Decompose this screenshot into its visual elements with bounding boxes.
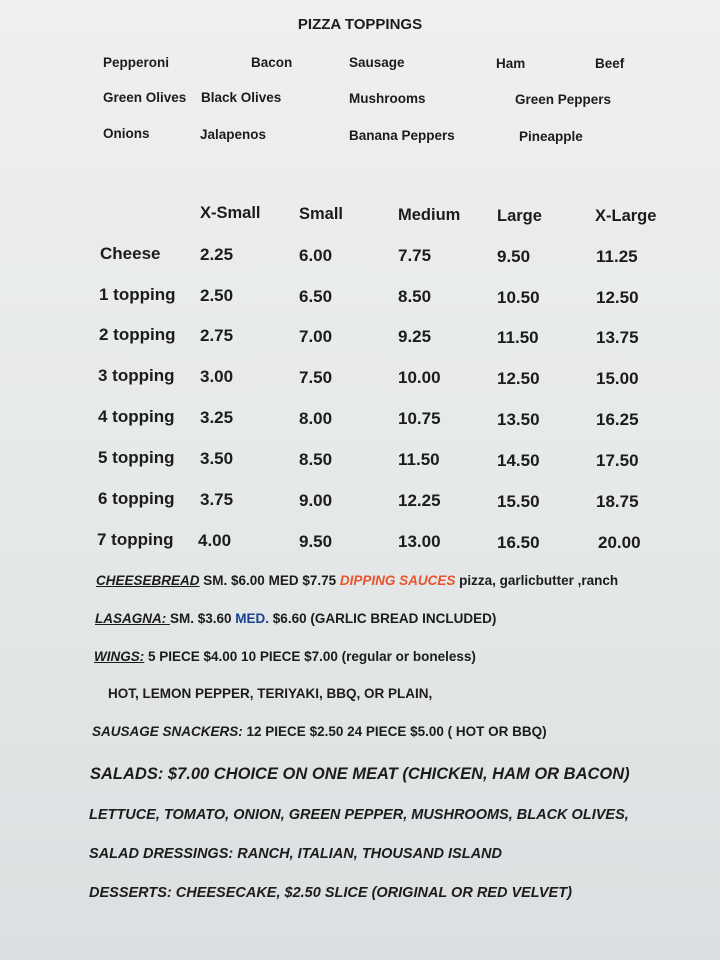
price-cell: 8.00 (299, 409, 333, 428)
topping-item: Pepperoni (103, 55, 170, 70)
cheesebread-prices: SM. $6.00 MED $7.75 (199, 573, 340, 588)
size-header: X-Large (595, 207, 657, 225)
price-cell: 12.25 (398, 491, 441, 510)
size-header: X-Small (200, 204, 261, 222)
price-cell: 2.75 (200, 326, 234, 345)
price-cell: 8.50 (398, 287, 432, 306)
price-cell: 3.75 (200, 490, 234, 509)
price-cell: 3.50 (200, 449, 234, 468)
lasagna-prices-med: $6.60 (GARLIC BREAD INCLUDED) (269, 611, 497, 626)
price-cell: 2.25 (200, 245, 234, 264)
price-cell: 3.00 (200, 367, 234, 386)
row-label: 7 topping (97, 530, 174, 549)
price-cell: 12.50 (596, 288, 639, 307)
salad-dressings: SALAD DRESSINGS: RANCH, ITALIAN, THOUSAND ISLAND (89, 846, 502, 862)
wings-prices: 5 PIECE $4.00 10 PIECE $7.00 (regular or boneless) (144, 649, 476, 664)
dipping-sauces-label: DIPPING SAUCES (339, 573, 456, 588)
row-label: 3 topping (98, 366, 175, 385)
row-label: 2 topping (99, 325, 176, 344)
topping-item: Bacon (251, 55, 293, 70)
menu-title: PIZZA TOPPINGS (297, 16, 423, 33)
price-cell: 2.50 (200, 286, 234, 305)
price-cell: 4.00 (198, 531, 232, 550)
price-cell: 9.00 (299, 491, 333, 510)
price-cell: 9.50 (299, 532, 333, 551)
price-cell: 10.00 (398, 368, 441, 387)
price-cell: 16.25 (596, 410, 639, 429)
price-cell: 20.00 (598, 533, 641, 552)
cheesebread-line (96, 573, 618, 588)
price-cell: 18.75 (596, 492, 639, 511)
size-header: Medium (398, 206, 461, 224)
price-cell: 3.25 (200, 408, 234, 427)
lasagna-prices: SM. $3.60 (170, 611, 236, 626)
price-cell: 9.25 (398, 327, 432, 346)
size-header: Small (299, 205, 344, 223)
topping-item: Black Olives (201, 90, 282, 105)
cheesebread-label: CHEESEBREAD (96, 573, 200, 588)
price-cell: 13.75 (596, 328, 639, 347)
price-cell: 13.00 (398, 532, 441, 551)
desserts-line: DESSERTS: CHEESECAKE, $2.50 SLICE (ORIGINAL OR RED VELVET) (89, 885, 572, 901)
snackers-line (92, 724, 547, 739)
price-cell: 10.75 (398, 409, 441, 428)
price-cell: 6.00 (299, 246, 333, 265)
price-cell: 7.50 (299, 368, 333, 387)
price-cell: 7.75 (398, 246, 432, 265)
price-cell: 8.50 (299, 450, 333, 469)
topping-item: Banana Peppers (349, 128, 455, 143)
row-label: 5 topping (98, 448, 175, 467)
price-cell: 6.50 (299, 287, 333, 306)
salads-line: SALADS: $7.00 CHOICE ON ONE MEAT (CHICKEN, HAM OR BACON) (90, 765, 630, 783)
wings-line (94, 649, 476, 664)
price-cell: 16.50 (497, 533, 540, 552)
price-cell: 15.50 (497, 492, 540, 511)
row-label: 6 topping (98, 489, 175, 508)
price-cell: 15.00 (596, 369, 639, 388)
topping-item: Sausage (349, 55, 405, 70)
topping-item: Green Peppers (515, 92, 612, 107)
price-cell: 11.50 (497, 328, 539, 347)
lasagna-label: LASAGNA: (95, 611, 170, 626)
topping-item: Mushrooms (349, 91, 426, 106)
topping-item: Jalapenos (200, 127, 267, 142)
lasagna-line (95, 611, 496, 626)
topping-item: Pineapple (519, 129, 583, 144)
price-cell: 17.50 (596, 451, 639, 470)
snackers-label: SAUSAGE SNACKERS: (92, 724, 243, 739)
price-cell: 7.00 (299, 327, 333, 346)
snackers-text: 12 PIECE $2.50 24 PIECE $5.00 ( HOT OR BBQ) (242, 724, 547, 739)
row-label: 4 topping (98, 407, 175, 426)
lasagna-med: MED. (235, 611, 270, 626)
size-header: Large (497, 207, 542, 225)
topping-item: Ham (496, 56, 526, 71)
topping-item: Onions (103, 126, 150, 141)
price-cell: 13.50 (497, 410, 540, 429)
price-cell: 11.50 (398, 450, 440, 469)
price-cell: 9.50 (497, 247, 531, 266)
dipping-sauces-list: pizza, garlicbutter ,ranch (455, 573, 619, 588)
topping-item: Green Olives (103, 90, 187, 105)
wings-label: WINGS: (94, 649, 145, 664)
price-cell: 12.50 (497, 369, 540, 388)
price-cell: 14.50 (497, 451, 540, 470)
row-label: Cheese (100, 244, 161, 263)
wings-flavors: HOT, LEMON PEPPER, TERIYAKI, BBQ, OR PLAIN, (108, 686, 433, 701)
row-label: 1 topping (99, 285, 176, 304)
salad-vegetables: LETTUCE, TOMATO, ONION, GREEN PEPPER, MUSHROOMS, BLACK OLIVES, (89, 807, 629, 823)
price-cell: 11.25 (596, 247, 638, 266)
topping-item: Beef (595, 56, 625, 71)
price-cell: 10.50 (497, 288, 540, 307)
